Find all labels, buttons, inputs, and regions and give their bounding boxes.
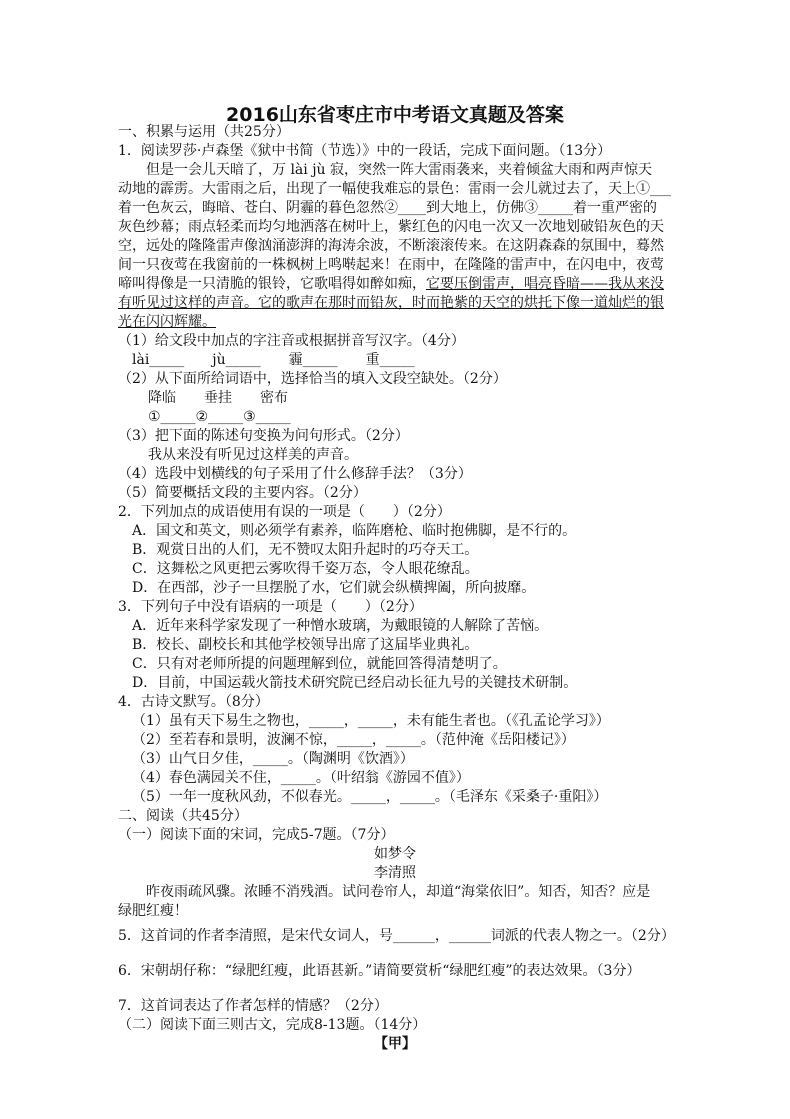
section-heading: 二、阅读（共45分） <box>118 808 248 824</box>
poem-text: 昨夜雨疏风骤。浓睡不消残酒。试问卷帘人，却道“海棠依旧”。知否，知否？应是 <box>118 884 651 900</box>
sub-question: （1）给文段中加点的字注音或根据拼音写汉字。（4分） <box>118 333 465 349</box>
subsection-heading: （一）阅读下面的宋词，完成5-7题。（7分） <box>118 827 395 843</box>
question-text: 5．这首词的作者李清照，是宋代女词人，号______，______词派的代表人物之一。（2分） <box>118 928 675 944</box>
passage-line: 灰色纱幕；雨点轻柔而均匀地洒落在树叶上，紫红色的闪电一次又一次地划破铅灰色的天 <box>118 219 664 235</box>
passage-line: 间一只夜莺在我窗前的一株枫树上鸣啭起来！在雨中，在隆隆的雷声中，在闪电中，夜莺 <box>118 257 664 273</box>
recitation-item: （5）一年一度秋风劲，不似春光。_____，_____。（毛泽东《采桑子·重阳》） <box>132 789 608 805</box>
passage-line: 动地的霹雳。大雷雨之后，出现了一幅使我难忘的景色：雷雨一会儿就过去了，天上①___ <box>118 181 671 197</box>
recitation-item: （3）山气日夕佳，_____。（陶渊明《饮酒》） <box>132 751 414 767</box>
question-text: 7．这首词表达了作者怎样的情感？（2分） <box>118 998 388 1014</box>
recitation-item: （1）虽有天下易生之物也，_____，_____，未有能生者也。（《孔孟论学习》） <box>132 713 610 729</box>
poem-text: 绿肥红瘦！ <box>118 903 188 919</box>
poem-title: 如梦令 <box>374 846 416 862</box>
page-title: 2016山东省枣庄市中考语文真题及答案 <box>226 104 564 126</box>
question-text: 1．阅读罗莎·卢森堡《狱中书简（节选）》中的一段话，完成下面问题。（13分） <box>118 143 612 159</box>
question-text: 6．宋朝胡仔称：“绿肥红瘦，此语甚新。”请简要赏析“绿肥红瘦”的表达效果。（3分） <box>118 963 641 979</box>
recitation-item: （2）至若春和景明，波澜不惊，_____，_____。（范仲淹《岳阳楼记》） <box>132 732 575 748</box>
passage-line: 着一色灰云，晦暗、苍白、阴霾的暮色忽然②____到大地上，仿佛③_____着一重严密的 <box>118 200 657 216</box>
choice-option: A．国文和英文，则必须学有素养，临阵磨枪、临时抱佛脚，是不行的。 <box>132 523 577 539</box>
choice-option: B．观赏日出的人们，无不赞叹太阳升起时的巧夺天工。 <box>132 542 479 558</box>
choice-option: D．在西部，沙子一旦摆脱了水，它们就会纵横捭阖，所向披靡。 <box>132 580 536 596</box>
choice-option: C．这舞松之风更把云雾吹得千姿万态，令人眼花缭乱。 <box>132 561 479 577</box>
answer-blanks: lài_____ jù_____ 霾_____ 重_____ <box>132 352 415 368</box>
passage-label: 【甲】 <box>374 1036 416 1052</box>
question-text: 3．下列句子中没有语病的一项是（ ）（2分） <box>118 599 423 615</box>
passage-line <box>118 275 664 293</box>
underlined-sentence: 有听见过这样的声音。它的歌声在那时而铅灰，时而艳紫的天空的烘托下像一道灿烂的银 <box>118 295 664 311</box>
choice-option: B．校长、副校长和其他学校领导出席了这届毕业典礼。 <box>132 637 479 653</box>
choice-option: A．近年来科学家发现了一种憎水玻璃，为戴眼镜的人解除了苦恼。 <box>132 618 549 634</box>
choice-option: C．只有对老师所提的问题理解到位，就能回答得清楚明了。 <box>132 656 507 672</box>
underlined-sentence: 它要压倒雷声，唱亮昏暗——我从来没 <box>426 276 664 292</box>
sentence-to-transform: 我从来没有听见过这样美的声音。 <box>148 447 358 463</box>
question-text: 4．古诗文默写。（8分） <box>118 694 269 710</box>
question-text: 2．下列加点的成语使用有误的一项是（ ）（2分） <box>118 504 451 520</box>
sub-question: （5）简要概括文段的主要内容。（2分） <box>118 485 367 501</box>
poem-author: 李清照 <box>374 865 416 881</box>
subsection-heading: （二）阅读下面三则古文，完成8-13题。（14分） <box>118 1017 427 1033</box>
sub-question: （3）把下面的陈述句变换为问句形式。（2分） <box>118 428 409 444</box>
passage-line: 空，远处的隆隆雷声像汹涌澎湃的海涛余波，不断滚滚传来。在这阴森森的氛围中，蓦然 <box>118 238 664 254</box>
sub-question: （2）从下面所给词语中，选择恰当的填入文段空缺处。（2分） <box>118 371 507 387</box>
underlined-sentence: 光在闪闪辉耀。 <box>118 314 216 330</box>
recitation-item: （4）春色满园关不住，_____。（叶绍翁《游园不值》） <box>132 770 470 786</box>
section-heading: 一、积累与运用（共25分） <box>118 124 290 140</box>
choice-option: D．目前，中国运载火箭技术研究院已经启动长征九号的关键技术研制。 <box>132 675 578 691</box>
passage-text: 啼叫得像是一只清脆的银铃，它歌唱得如醉如痴， <box>118 276 426 292</box>
word-options: 降临 垂挂 密布 <box>148 390 288 406</box>
passage-line: 但是一会儿天暗了，万 lài jù 寂，突然一阵大雷雨袭来，夹着倾盆大雨和两声惊天 <box>118 162 653 178</box>
answer-blanks: ①_____②_____③_____ <box>148 409 291 425</box>
sub-question: （4）选段中划横线的句子采用了什么修辞手法？（3分） <box>118 466 472 482</box>
